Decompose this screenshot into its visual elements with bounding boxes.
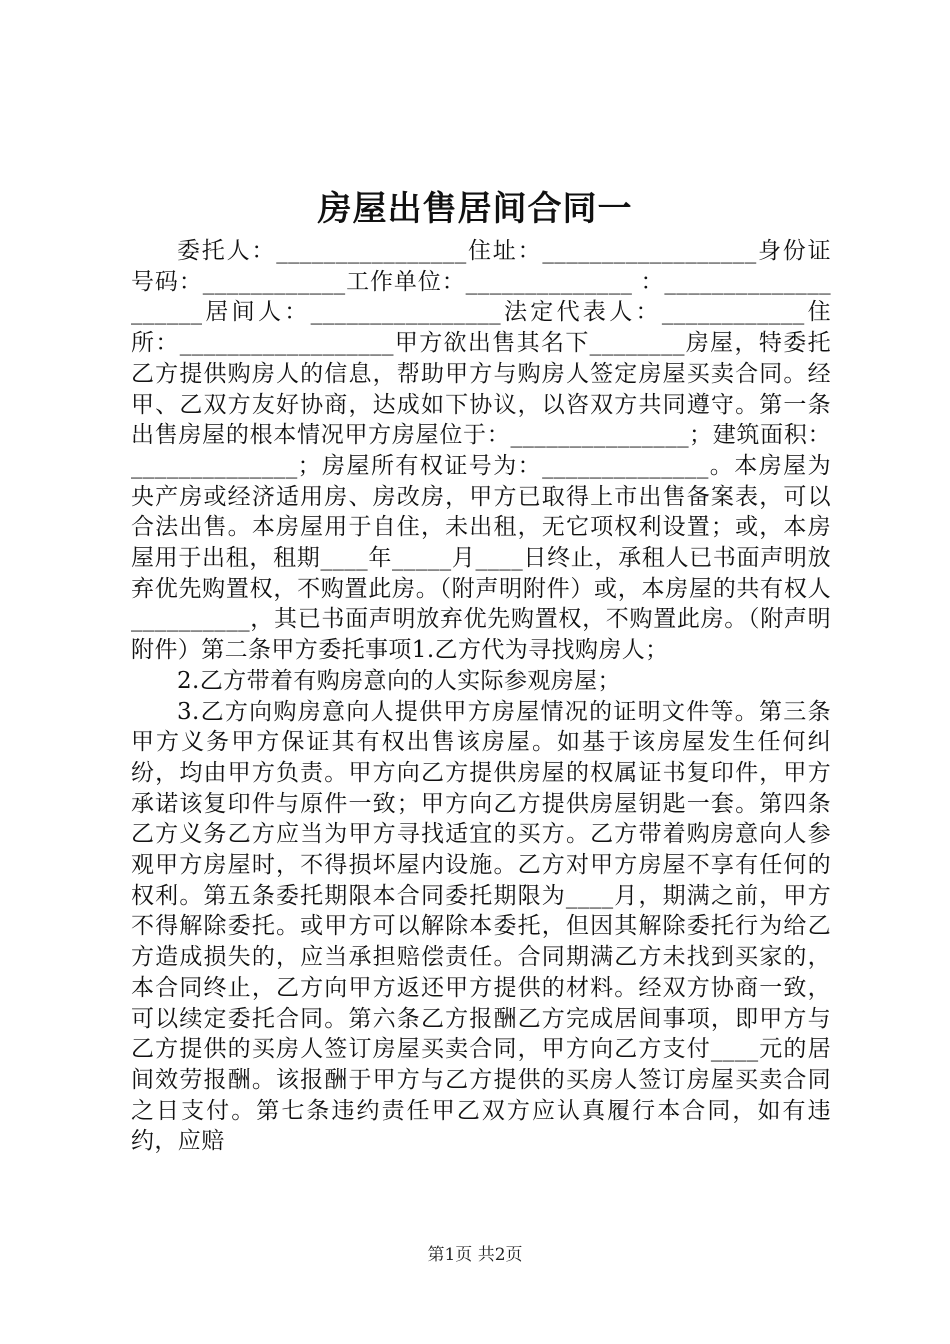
paragraph-3: 3.乙方向购房意向人提供甲方房屋情况的证明文件等。第三条甲方义务甲方保证其有权出售该房屋。如基于该房屋发生任何纠纷，均由甲方负责。甲方向乙方提供房屋的权属证书复印件，甲方承诺该复印件与原件一致；甲方向乙方提供房屋钥匙一套。第四条乙方义务乙方应当为甲方寻找适宜的买方。乙方带着购房意向人参观甲方房屋时，不得损坏屋内设施。乙方对甲方房屋不享有任何的权利。第五条委托期限本合同委托期限为____月，期满之前，甲方不得解除委托。或甲方可以解除本委托，但因其解除委托行为给乙方造成损失的，应当承担赔偿责任。合同期满乙方未找到买家的，本合同终止，乙方向甲方返还甲方提供的材料。经双方协商一致，可以续定委托合同。第六条乙方报酬乙方完成居间事项，即甲方与乙方提供的买房人签订房屋买卖合同，甲方向乙方支付____元的居间效劳报酬。该报酬于甲方与乙方提供的买房人签订房屋买卖合同之日支付。第七条违约责任甲乙双方应认真履行本合同，如有违约，应赔 [131,698,831,1155]
document-body [131,236,831,1157]
document-title: 房屋出售居间合同一 [317,189,633,229]
page-number-footer: 第1页 共2页 [427,1245,523,1265]
paragraph-2: 2.乙方带着有购房意向的人实际参观房屋； [177,667,621,694]
paragraph-1: 委托人：________________住址：__________________身份证号码：____________工作单位：______________ ：____________________居间人：________________法定代表人：____________住所：__________________甲方欲出售其名下________房屋，特委托乙方提供购房人的信息，帮助甲方与购房人签定房屋买卖合同。经甲、乙双方友好协商，达成如下协议，以咨双方共同遵守。第一条出售房屋的根本情况甲方房屋位于：_______________；建筑面积：______________；房屋所有权证号为：______________。本房屋为央产房或经济适用房、房改房，甲方已取得上市出售备案表，可以合法出售。本房屋用于自住，未出租，无它项权利设置；或，本房屋用于出租，租期____年_____月____日终止，承租人已书面声明放弃优先购置权，不购置此房。（附声明附件）或，本房屋的共有权人__________，其已书面声明放弃优先购置权，不购置此房。（附声明附件）第二条甲方委托事项1.乙方代为寻找购房人； [131,238,831,664]
